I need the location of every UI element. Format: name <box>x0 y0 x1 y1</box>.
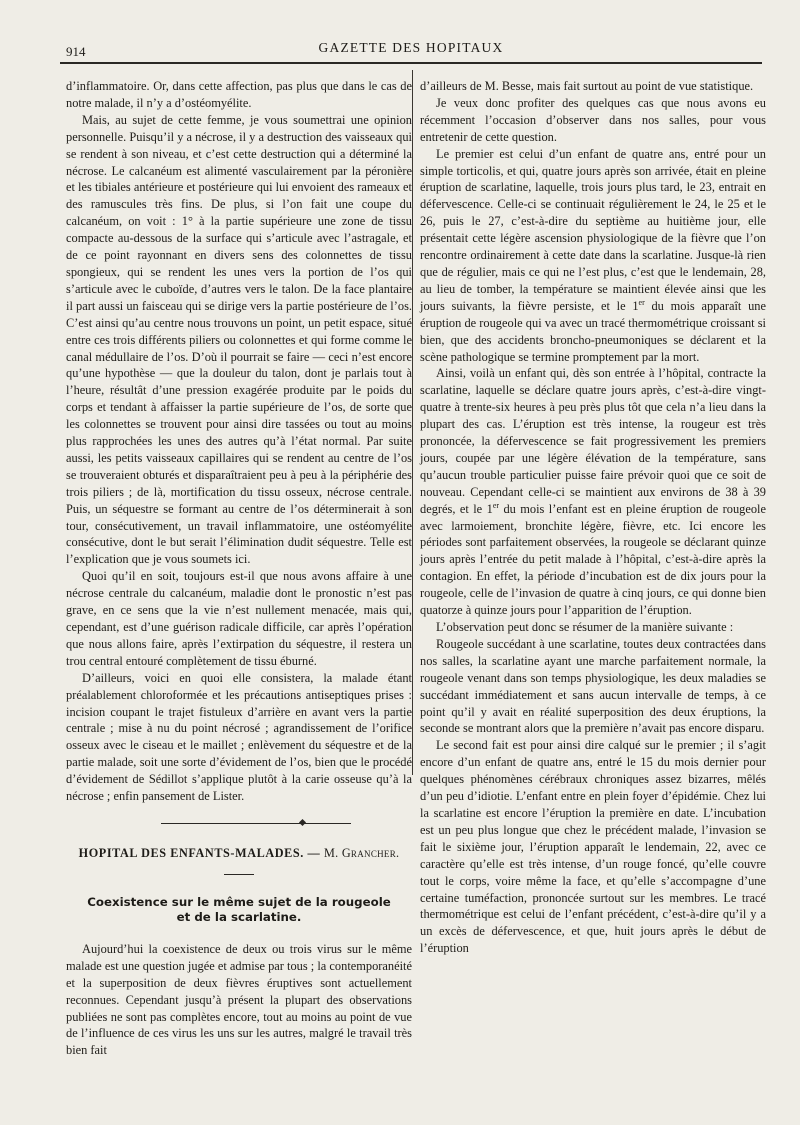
paragraph: d’ailleurs de M. Besse, mais fait surtout au point de vue statistique. <box>420 79 754 93</box>
hospital-name: HOPITAL DES ENFANTS-MALADES. — <box>78 845 321 860</box>
separator-line <box>161 823 351 824</box>
section-separator <box>66 811 412 841</box>
page-number: 914 <box>66 44 86 59</box>
paragraph: Ainsi, voilà un enfant qui, dès son entrée à l’hôpital, contracte la scarlatine, laquelle se déclare quatre jours après, c’est-à-dire vingt-quatre à trente-six heures à peu près plus tôt que cela n’a lieu dans la plupart des cas. L’éruption est très intense, la rougeur est très prononcée, la défervescence se fait progressivement les premiers jours, coupée par une légère élévation de la température, sans qu’aucun trouble particulier puisse faire prévoir quoi que ce soit de nouveau. Cependant celle-ci se maintient aux environs de 38 à 39 degrés, et le 1er du mois l’enfant est en pleine éruption de rougeole avec larmoiement, bronchite légère, fièvre, etc. Ici encore les périodes sont parfaitement observées, la rougeole se déclarant quinze jours après l’entrée du petit malade à l’hôpital, c’est-à-dire après la contagion. En effet, la période d’incubation est de dix jours pour la rougeole, celle de l’invasion de quatre à cinq jours, ce qui donne bien quatorze à quinze jours pour l’apparition de l’éruption. <box>420 366 766 618</box>
paragraph: Mais, au sujet de cette femme, je vous soumettrai une opinion personnelle. Puisqu’il y a nécrose, il y a destruction des vaisseaux qui se rendent à son niveau, et c’est cette destruction qui a déterminé la nécrose. Le calcanéum est alimenté vasculairement par la péronière et les tibiales antérieure et postérieure qui lui envoient des rameaux et des ramuscules très fins. De plus, si l’on fait une coupe du calcanéum, on voit : 1° à la partie supérieure une zone de tissu compacte au-dessous de la surface qui s’articule avec l’astragale, et de ce point rayonnant en divers sens des colonnettes de tissu spongieux, qui se rendent les unes vers la portion de l’os qui s’articule avec le cuboïde, d’autres vers le talon. De la face plantaire il part aussi un faisceau qui se dirige vers la partie postérieure de l’os. C’est ainsi qu’au centre nous trouvons un point, un petit espace, situé entre ces trois différents piliers ou colonnettes et qui forme comme le canal médullaire de l’os. D’où il pourrait se faire — ceci n’est encore qu’une hypothèse — que la douleur du talon, dont je parlais tout à l’heure, résultât d’une pression exagérée produite par le poids du corps et tendant à affaisser la partie supérieure de l’os, de sorte que les colonnettes se trouvent pour ainsi dire tassées ou tout au moins plus rapprochées les unes des autres qu’à l’état normal. Par suite aussi, les petits vaisseaux capillaires qui se rendent au centre de l’os se trouveraient obturés et disparaîtraient peu à peu à la périphérie des trois piliers ; de là, mortification du tissu osseux, nécrose centrale. Puis, un séquestre se formant au centre de l’os déterminerait à son tour, consécutivement, un travail inflammatoire, une ostéomyélite consécutive, dont le but serait l’élimination dudit séquestre. Telle est l’explication que je vous soumets ici. <box>66 112 412 567</box>
column-divider <box>412 70 413 775</box>
article-subtitle <box>66 895 412 925</box>
separator-ornament <box>299 819 306 826</box>
paragraph: Aujourd’hui la coexistence de deux ou trois virus sur le même malade est une question jugée et admise par tous ; la contemporanéité et la superposition de deux fièvres éruptives sont actuellement reconnues. Cependant jusqu’à présent la plupart des observations publiées ne sont pas complètes encore, tout au moins au point de vue de l’influence de ces virus les uns sur les autres, malgré le travail très bien fait <box>66 941 412 1058</box>
paragraph: Je veux donc profiter des quelques cas que nous avons eu récemment l’occasion d’observer dans nos salles, pour vous entretenir de cette question. <box>420 95 766 144</box>
subtitle-line: et de la scarlatine. <box>176 909 302 924</box>
paragraph: Quoi qu’il en soit, toujours est-il que nous avons affaire à une nécrose centrale du calcanéum, maladie dont le pronostic n’est pas grave, en ce sens que la vie n’est nullement menacée, mais qui, cependant, est d’une guérison radicale difficile, car après l’opération que nous allons faire, après l’extirpation du séquestre, il restera un trou central entouré complètement de tissu éburné. <box>66 569 412 668</box>
paragraph: Le premier est celui d’un enfant de quatre ans, entré pour un simple torticolis, et qui, quatre jours après son arrivée, était en pleine éruption de scarlatine, laquelle, trois jours plus tard, le 23, entrait en défervescence. Celle-ci se continuait régulièrement le 24, le 25 et le 26, puis le 27, c’est-à-dire du septième au huitième jour, elle présentait cette légère ascension physiologique de la fièvre que l’on rencontre ordinairement à cette date dans la scarlatine. Jusque-là rien que de régulier, mais ce qui ne l’est plus, c’est que le lendemain, 28, au lieu de tomber, la température se maintient élevée ainsi que les jours suivants, la fièvre persiste, et le 1er du mois apparaît une éruption de rougeole qui va avec un tracé thermométrique croissant si bien, que des accidents broncho-pneumoniques se déclarent et la scène pathologique se termine promptement par la mort. <box>420 146 766 364</box>
left-column <box>66 78 412 1059</box>
paragraph: L’observation peut donc se résumer de la manière suivante : <box>436 620 734 634</box>
section-heading <box>66 845 412 862</box>
journal-title: GAZETTE DES HOPITAUX <box>318 40 504 55</box>
paragraph: d’inflammatoire. Or, dans cette affection, pas plus que dans le cas de notre malade, il n’y a d’ostéomyélite. <box>66 79 412 110</box>
paragraph: Rougeole succédant à une scarlatine, toutes deux contractées dans nos salles, la scarlatine ayant une marche parfaitement normale, la rougeole venant dans son temps physiologique, les deux maladies se succédant immédiatement et sans aucun intervalle de temps, à ce point qu’il y avait en réalité superposition des deux éruptions, la seconde se montrant alors que la première n’avait pas encore disparu. <box>420 636 766 736</box>
subtitle-line: Coexistence sur le même sujet de la rougeole <box>87 894 391 909</box>
professor-name: M. Grancher. <box>323 845 400 860</box>
right-column <box>420 78 766 957</box>
paragraph: D’ailleurs, voici en quoi elle consistera, la malade étant préalablement chloroformée et les précautions antiseptiques prises : incision coupant le trajet fistuleux d’arrière en avant vers la partie centrale ; mise à nu du point nécrosé ; agrandissement de l’orifice osseux avec le ciseau et le maillet ; enlèvement du séquestre et de la partie malade, soit une sorte d’évidement de l’os, bien que le procédé d’évidement de Sédillot s’applique plutôt à la carie osseuse qu’à la nécrose ; enfin pansement de Lister. <box>66 670 412 804</box>
page-header <box>60 38 762 64</box>
heading-rule <box>224 874 254 875</box>
paragraph: Le second fait est pour ainsi dire calqué sur le premier ; il s’agit encore d’un enfant de quatre ans, entré le 15 du mois dernier pour quelques phénomènes cérébraux chroniques assez bizarres, mêlés d’un peu d’idiotie. L’enfant entre en plein foyer d’épidémie. Chez lui la scarlatine est encore l’éruption la première en date. L’incubation est un peu plus longue que chez le précédent malade, l’invasion se fait le sixième jour, l’éruption apparaît le lendemain, 22, avec ce caractère qu’elle est très intense, d’un rouge foncé, qu’elle couvre tout le corps, voire même la face, et qu’elle s’accompagne d’une certaine tuméfaction, prononcée surtout sur les membres. Le tracé thermométrique est celui de l’enfant précédent, c’est-à-dire qu’il y a un excès de défervescence, et que, huit jours après le début de l’éruption <box>420 738 766 956</box>
